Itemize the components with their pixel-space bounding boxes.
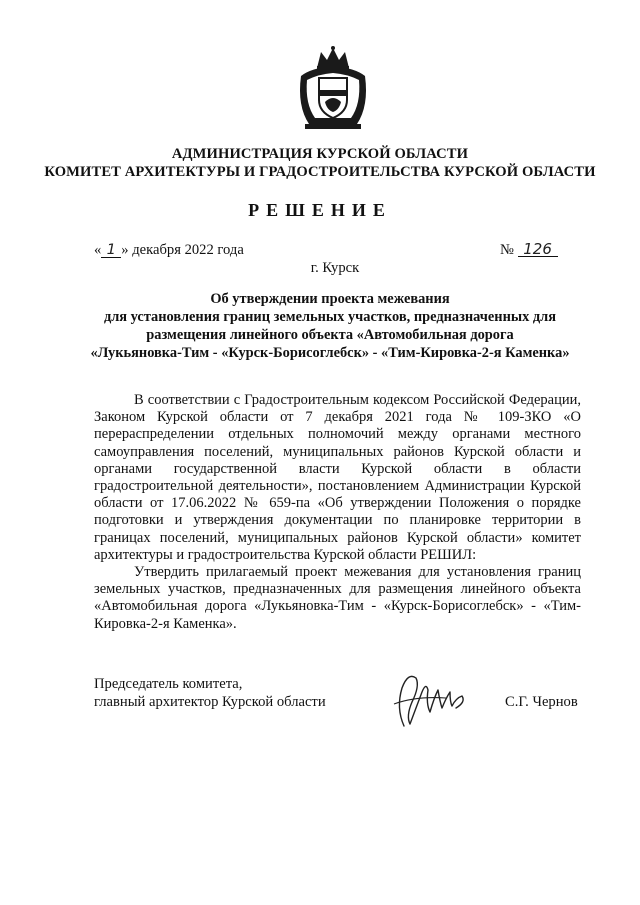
document-type-heading: РЕШЕНИЕ xyxy=(248,200,392,220)
document-number xyxy=(500,242,558,259)
signer-position-line2: главный архитектор Курской области xyxy=(94,694,326,710)
date-quote-open: « xyxy=(94,242,102,258)
number-value: 126 xyxy=(518,242,558,257)
signer-name: С.Г. Чернов xyxy=(505,694,578,710)
number-label: № xyxy=(500,242,514,258)
signer-position-line1: Председатель комитета, xyxy=(94,676,243,692)
document-date xyxy=(94,242,244,259)
title-line: для установления границ земельных участков, предназначенных для xyxy=(103,309,557,325)
coat-of-arms-emblem xyxy=(295,46,371,130)
date-day: 1 xyxy=(101,243,121,258)
handwritten-signature xyxy=(386,668,472,730)
document-title xyxy=(80,290,580,362)
title-line: «Лукьяновка-Тим - «Курск-Борисоглебск» - «Тим-Кировка-2-я Каменка» xyxy=(90,345,570,361)
date-quote-close: » xyxy=(121,242,129,258)
organization-name: АДМИНИСТРАЦИЯ КУРСКОЙ ОБЛАСТИ xyxy=(171,146,469,162)
body-paragraph-preamble: В соответствии с Градостроительным кодексом Российской Федерации, Законом Курской области от 7 декабря 2021 года № 109-ЗКО «О перераспределении отдельных полномочий между органами местного самоуправления поселений, муниципальных районов Курской области и органами государственной власти Курской области в области градостроительной деятельности», постановлением Администрации Курской области от 17.06.2022 № 659-па «Об утверждении Положения о порядке подготовки и утверждения документации по планировке территории в границах поселений, муниципальных районов Курской области» комитет архитектуры и градостроительства Курской области РЕШИЛ: xyxy=(94,392,581,563)
title-line: размещения линейного объекта «Автомобильная дорога xyxy=(146,327,514,343)
date-month-year: декабря 2022 года xyxy=(132,242,244,258)
document-body xyxy=(94,392,581,633)
title-line: Об утверждении проекта межевания xyxy=(210,291,450,307)
city-line: г. Курск xyxy=(310,260,360,276)
body-paragraph-decision: Утвердить прилагаемый проект межевания для установления границ земельных участков, предназначенных для размещения линейного объекта «Автомобильная дорога «Лукьяновка-Тим - «Курск-Борисоглебск» - «Тим-Кировка-2-я Каменка». xyxy=(94,564,581,632)
committee-name: КОМИТЕТ АРХИТЕКТУРЫ И ГРАДОСТРОИТЕЛЬСТВА КУРСКОЙ ОБЛАСТИ xyxy=(44,164,596,180)
